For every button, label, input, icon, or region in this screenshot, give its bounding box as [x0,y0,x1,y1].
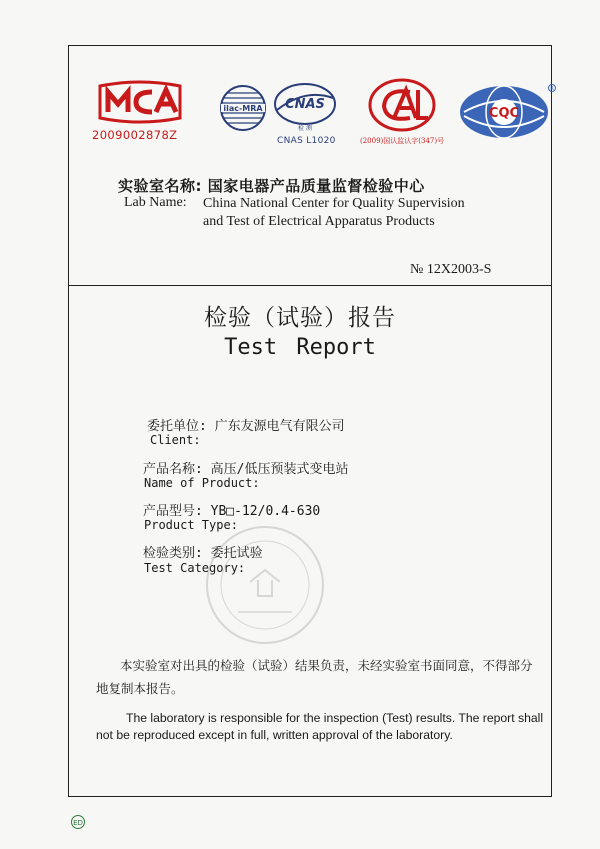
product-name-label: 产品名称: [143,462,203,477]
lab-cn-label: 实验室名称: [118,177,202,195]
lab-en-name [203,195,503,231]
cnas-code: CNAS L1020 [277,136,336,146]
notice-cn: 本实验室对出具的检验（试验）结果负责，未经实验室书面同意，不得部分地复制本报告。 [96,658,533,696]
embossed-seal-icon [200,520,330,650]
cma-logo [92,80,192,142]
test-category-label: 检验类别: [143,546,203,561]
test-category-value: 委托试验 [210,546,263,561]
svg-text:R: R [550,86,554,92]
header-divider [68,285,552,286]
product-type-label: 产品型号: [143,504,203,519]
cqc-globe-icon [458,82,556,140]
cal-mark-icon [360,78,444,134]
product-type-row [143,500,320,519]
lab-en-label: Lab Name: [124,195,187,210]
product-name-row [143,458,348,477]
lab-en-name-line2: and Test of Electrical Apparatus Products [203,214,435,229]
ed-stamp-icon: ED [71,815,85,829]
svg-text:ilac-MRA: ilac-MRA [223,104,263,113]
certification-logos [90,78,560,153]
report-title-cn: 检验（试验）报告 [204,305,396,331]
lab-en-name-line1: China National Center for Quality Supervision [203,196,465,211]
product-type-value: YB□-12/0.4-630 [210,504,321,519]
ilac-cnas-mark-icon [215,80,345,136]
cnas-logo [215,80,345,146]
client-label: 委托单位: [147,419,207,434]
svg-text:检 测: 检 测 [298,125,312,132]
cqc-logo [458,82,556,144]
report-title-en: Test Report [224,335,376,360]
product-name-value: 高压/低压预装式变电站 [210,462,349,477]
lab-cn-value: 国家电器产品质量监督检验中心 [207,177,425,195]
notice-en: The laboratory is responsible for the inspection (Test) results. The report shall not be reproduced except in full, written approval of the laboratory. [96,711,544,742]
client-value: 广东友源电气有限公司 [214,419,345,434]
test-category-en-label: Test Category: [144,561,246,575]
product-name-en-label: Name of Product: [144,476,260,490]
report-number: № 12X2003-S [410,262,492,277]
client-row [147,415,345,434]
cal-code: (2009)国认监认字(347)号 [360,137,445,145]
product-type-en-label: Product Type: [144,518,238,532]
cma-mark-icon [92,80,188,124]
lab-name-cn [118,175,425,196]
client-en-label: Client: [150,433,201,447]
svg-text:CQC: CQC [488,106,520,121]
cal-logo [360,78,450,145]
svg-text:CNAS: CNAS [285,97,325,112]
cma-code: 2009002878Z [92,128,178,142]
